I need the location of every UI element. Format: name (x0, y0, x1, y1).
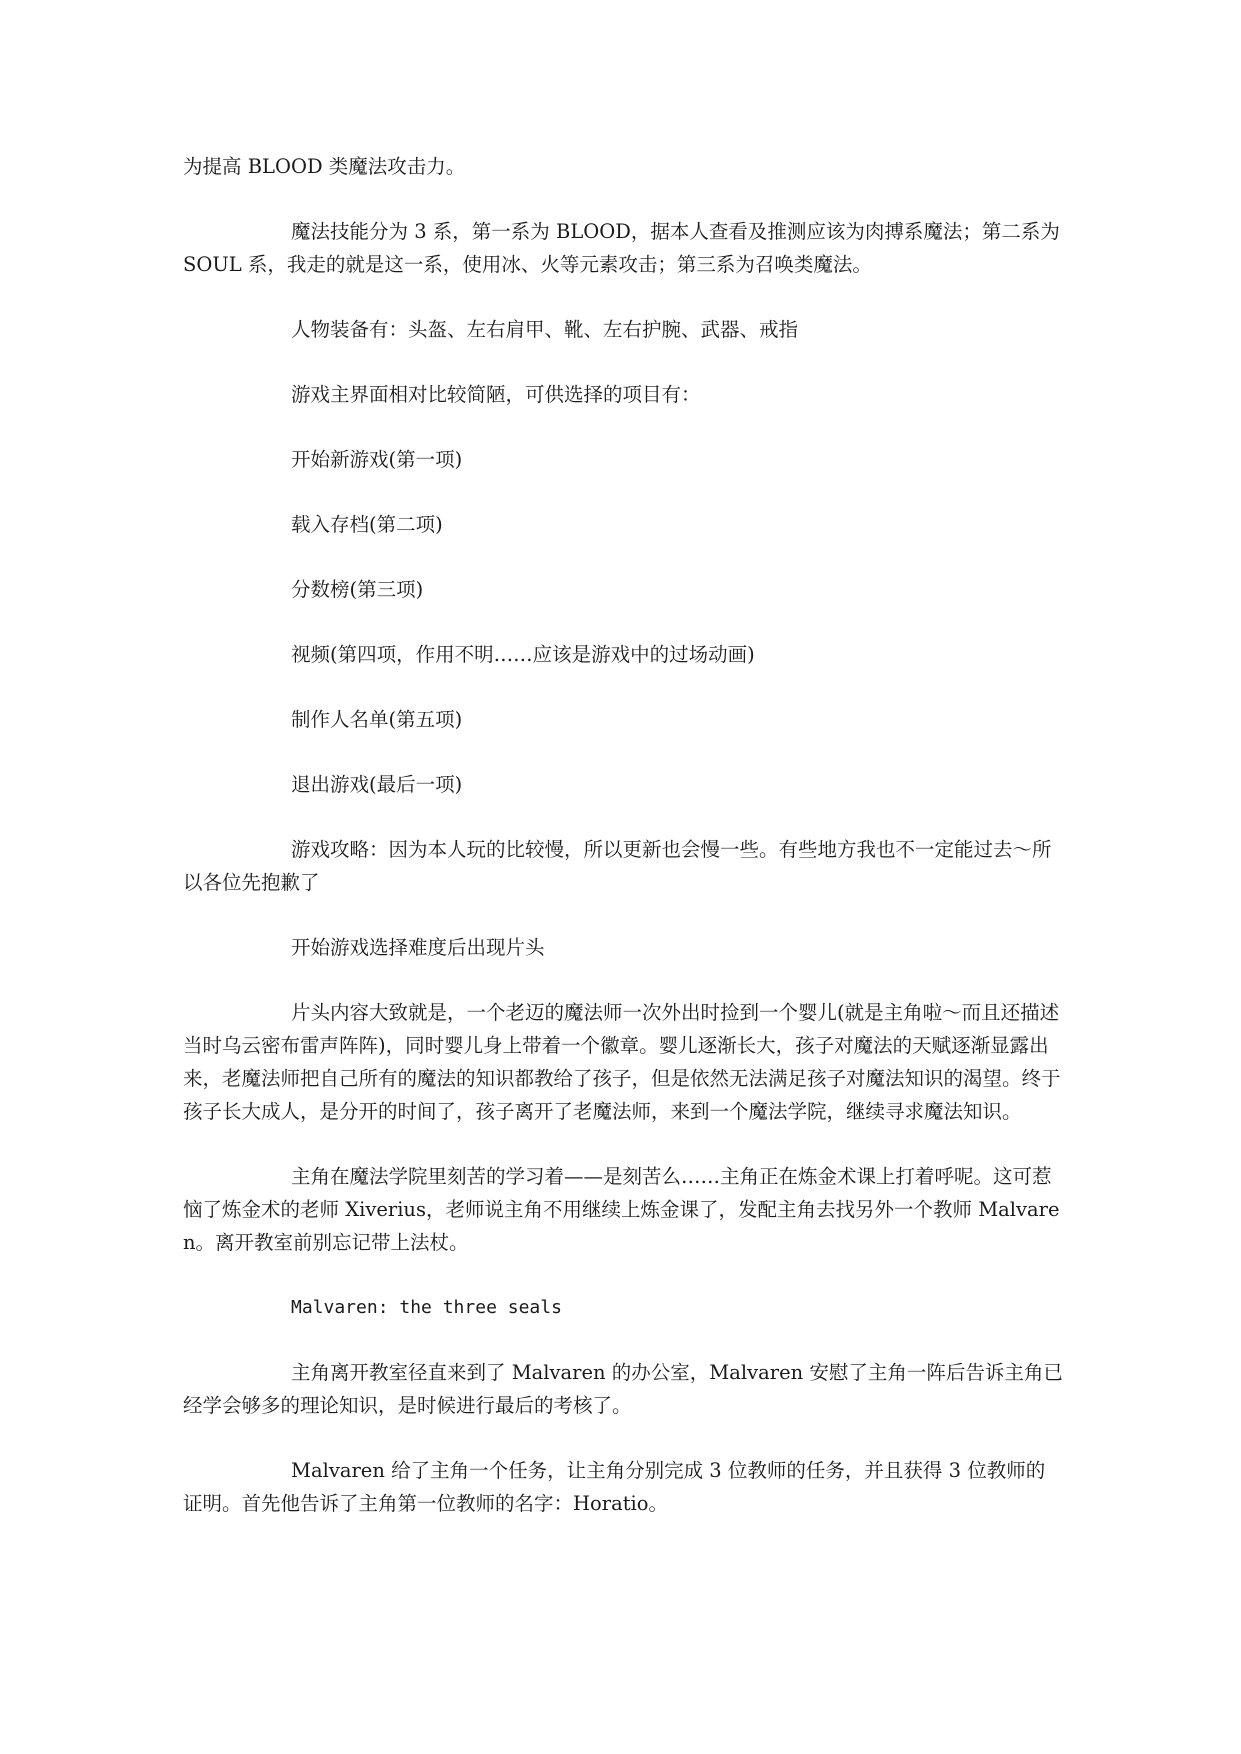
paragraph: 主角在魔法学院里刻苦的学习着——是刻苦么……主角正在炼金术课上打着呼呢。这可惹恼了炼金术的老师 Xiverius，老师说主角不用继续上炼金课了，发配主角去找另外一个教师 Malvaren。离开教室前别忘记带上法杖。 (183, 1165, 1060, 1254)
paragraph: 魔法技能分为 3 系，第一系为 BLOOD，据本人查看及推测应该为肉搏系魔法；第二系为 SOUL 系，我走的就是这一系，使用冰、火等元素攻击；第三系为召唤类魔法。 (183, 220, 1060, 276)
menu-option-load: 载入存档(第二项) (291, 513, 443, 536)
paragraph: 游戏主界面相对比较简陋，可供选择的项目有： (291, 383, 701, 406)
paragraph: 游戏攻略：因为本人玩的比较慢，所以更新也会慢一些。有些地方我也不一定能过去～所以各位先抱歉了 (183, 838, 1052, 894)
menu-option-exit: 退出游戏(最后一项) (291, 773, 463, 796)
paragraph: 主角离开教室径直来到了 Malvaren 的办公室，Malvaren 安慰了主角一阵后告诉主角已经学会够多的理论知识，是时候进行最后的考核了。 (183, 1361, 1063, 1417)
paragraph: 为提高 BLOOD 类魔法攻击力。 (183, 155, 466, 178)
menu-option-scores: 分数榜(第三项) (291, 578, 424, 601)
paragraph: 片头内容大致就是，一个老迈的魔法师一次外出时捡到一个婴儿(就是主角啦～而且还描述当时乌云密布雷声阵阵)，同时婴儿身上带着一个徽章。婴儿逐渐长大，孩子对魔法的天赋逐渐显露出来，老魔法师把自己所有的魔法的知识都教给了孩子，但是依然无法满足孩子对魔法知识的渴望。终于孩子长大成人，是分开的时间了，孩子离开了老魔法师，来到一个魔法学院，继续寻求魔法知识。 (183, 1001, 1061, 1123)
menu-option-new-game: 开始新游戏(第一项) (291, 448, 463, 471)
menu-option-credits: 制作人名单(第五项) (291, 708, 463, 731)
document-body (183, 150, 1063, 1552)
section-heading: Malvaren: the three seals (291, 1297, 562, 1318)
paragraph: 开始游戏选择难度后出现片头 (291, 936, 545, 959)
paragraph: 人物装备有：头盔、左右肩甲、靴、左右护腕、武器、戒指 (291, 318, 799, 341)
paragraph: Malvaren 给了主角一个任务，让主角分别完成 3 位教师的任务，并且获得 3 位教师的证明。首先他告诉了主角第一位教师的名字：Horatio。 (183, 1459, 1046, 1515)
menu-option-video: 视频(第四项，作用不明……应该是游戏中的过场动画) (291, 643, 755, 666)
